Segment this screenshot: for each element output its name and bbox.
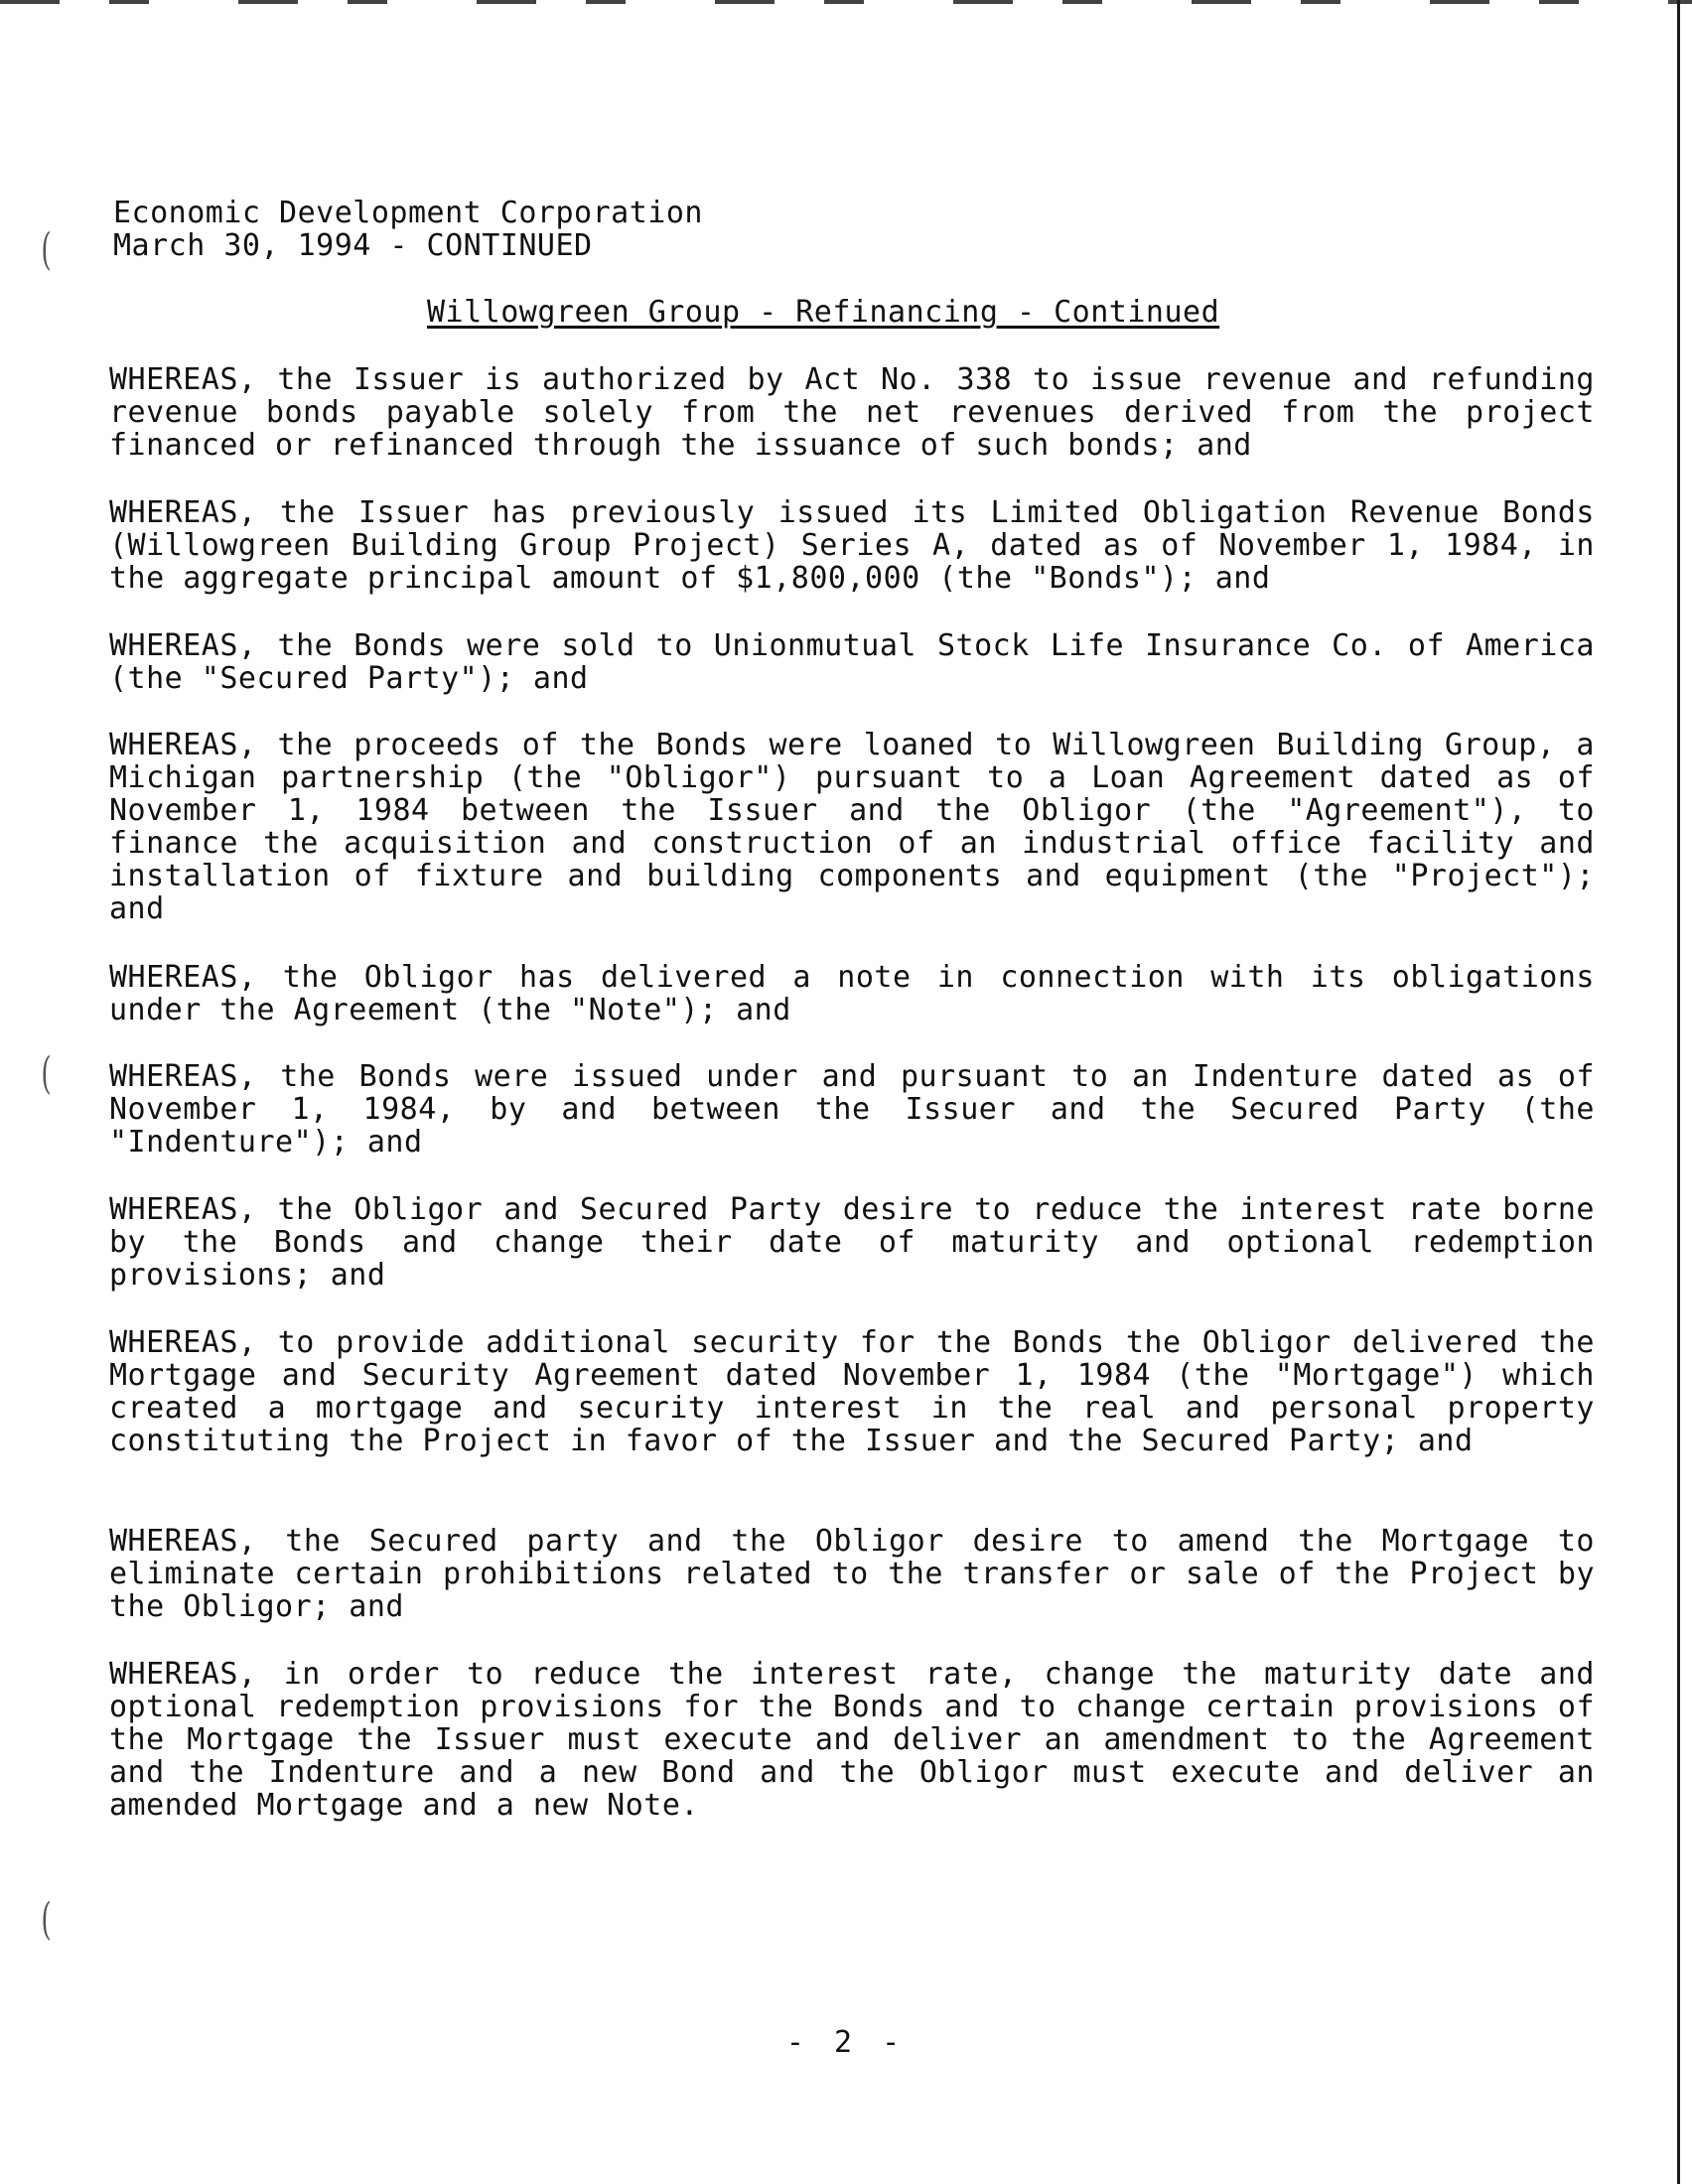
document-header <box>113 197 703 262</box>
paragraph: WHEREAS, to provide additional security for the Bonds the Obligor delivered the Mortgage and Security Agreement dated November 1, 1984 (the "Mortgage") which created a mortgage and security interest in the real and personal property constituting the Project in favor of the Issuer and the Secured Party; and <box>109 1325 1595 1458</box>
page-number: - 2 - <box>785 2025 907 2060</box>
header-date: March 30, 1994 - CONTINUED <box>113 228 593 263</box>
paragraph: WHEREAS, the Secured party and the Obligor desire to amend the Mortgage to eliminate certain prohibitions related to the transfer or sale of the Project by the Obligor; and <box>109 1524 1595 1624</box>
paragraph: WHEREAS, in order to reduce the interest rate, change the maturity date and optional redemption provisions for the Bonds and to change certain provisions of the Mortgage the Issuer must execute and deliver an amendment to the Agreement and the Indenture and a new Bond and the Obligor must execute and deliver an amended Mortgage and a new Note. <box>109 1657 1595 1823</box>
margin-mark: ( <box>41 224 52 275</box>
paragraph: WHEREAS, the Bonds were issued under and pursuant to an Indenture dated as of November 1, 1984, by and between the Issuer and the Secured Party (the "Indenture"); and <box>109 1059 1595 1160</box>
margin-mark: ( <box>41 1048 52 1099</box>
paragraph: WHEREAS, the Obligor and Secured Party desire to reduce the interest rate borne by the Bonds and change their date of maturity and optional redemption provisions; and <box>109 1192 1595 1293</box>
header-organization: Economic Development Corporation <box>113 196 703 230</box>
paragraph: WHEREAS, the Bonds were sold to Unionmutual Stock Life Insurance Co. of America (the "Secured Party"); and <box>109 628 1595 696</box>
paragraph: WHEREAS, the Issuer is authorized by Act No. 338 to issue revenue and refunding revenue bonds payable solely from the net revenues derived from the project financed or refinanced through the issuance of such bonds; and <box>109 362 1595 463</box>
paragraph: WHEREAS, the proceeds of the Bonds were loaned to Willowgreen Building Group, a Michigan partnership (the "Obligor") pursuant to a Loan Agreement dated as of November 1, 1984 between the Issuer and the Obligor (the "Agreement"), to finance the acquisition and construction of an industrial office facility and installation of fixture and building components and equipment (the "Project"); and <box>109 728 1595 926</box>
paragraph: WHEREAS, the Issuer has previously issued its Limited Obligation Revenue Bonds (Willowgreen Building Group Project) Series A, dated as of November 1, 1984, in the aggregate principal amount of $1,800,000 (the "Bonds"); and <box>109 495 1595 596</box>
section-title: Willowgreen Group - Refinancing - Continued <box>427 295 1220 330</box>
paragraph: WHEREAS, the Obligor has delivered a note in connection with its obligations under the Agreement (the "Note"); and <box>109 960 1595 1027</box>
scan-right-edge <box>1677 0 1680 2184</box>
scan-top-edge <box>0 0 1692 4</box>
margin-mark: ( <box>41 1894 52 1945</box>
